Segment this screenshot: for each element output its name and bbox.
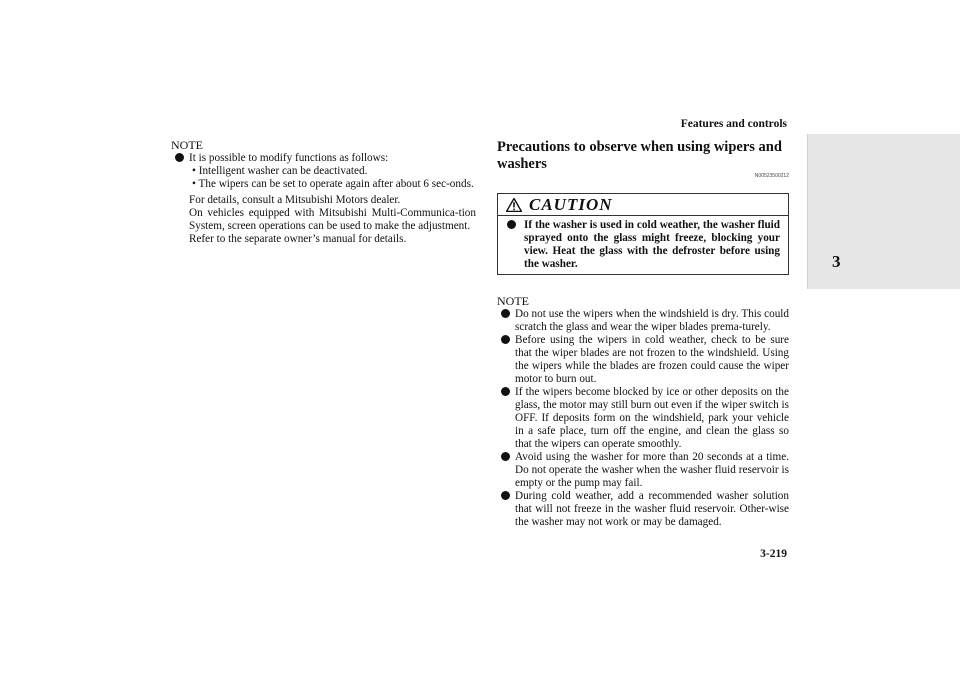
note-text: During cold weather, add a recommended washer solution that will not freeze in the washer fluid reservoir. Other-wise the washer may not work or may be damaged. (515, 490, 789, 528)
note-item (497, 308, 789, 334)
bullet-dot-icon (507, 220, 516, 229)
caution-body (498, 216, 788, 274)
chapter-tab (807, 134, 960, 289)
paragraph: Refer to the separate owner’s manual for details. (189, 233, 407, 245)
sub-item: • The wipers can be set to operate again after about 6 sec-onds. (192, 178, 474, 190)
note-item (497, 451, 789, 490)
note-text: Do not use the wipers when the windshield is dry. This could scratch the glass and wear the wiper blades prema-turely. (515, 308, 789, 333)
left-column (171, 139, 476, 246)
note-item (497, 334, 789, 386)
note-item (497, 386, 789, 451)
paragraph: On vehicles equipped with Mitsubishi Multi-Communica-tion System, screen operations can be used to make the adjustment. (189, 207, 476, 232)
caution-text: If the washer is used in cold weather, the washer fluid sprayed onto the glass might freeze, blocking your view. Heat the glass with the defroster before using the washer. (524, 219, 780, 270)
right-note (497, 295, 789, 529)
caution-header (498, 194, 788, 216)
bullet-dot-icon (501, 452, 510, 461)
section-title: Precautions to observe when using wipers and washers (497, 139, 782, 172)
running-header: Features and controls (680, 118, 787, 130)
note-item (171, 152, 476, 165)
note-item (497, 490, 789, 529)
chapter-number: 3 (832, 252, 841, 271)
bullet-dot-icon (501, 309, 510, 318)
bullet-dot-icon (501, 387, 510, 396)
page-number: 3-219 (760, 548, 787, 560)
bullet-dot-icon (501, 335, 510, 344)
bullet-dot-icon (501, 491, 510, 500)
note-label: NOTE (497, 294, 529, 308)
warning-triangle-icon (506, 198, 522, 212)
caution-label: CAUTION (529, 195, 613, 214)
sub-item: • Intelligent washer can be deactivated. (192, 165, 368, 177)
reference-code: N00523500212 (754, 173, 789, 179)
note-text: It is possible to modify functions as follows: (189, 152, 389, 164)
note-list (171, 152, 476, 165)
paragraph: For details, consult a Mitsubishi Motors dealer. (189, 194, 401, 206)
right-column (497, 139, 789, 529)
note-list (497, 308, 789, 529)
note-label: NOTE (171, 138, 203, 152)
caution-item (498, 219, 780, 271)
note-text: Before using the wipers in cold weather, check to be sure that the wiper blades are not frozen to the windshield. Using the wipers while the blades are frozen could cause the wiper motor to burn out. (515, 334, 789, 385)
bullet-dot-icon (175, 153, 184, 162)
note-text: If the wipers become blocked by ice or other deposits on the glass, the motor may still burn out even if the wiper switch is OFF. If deposits form on the windshield, park your vehicle in a safe place, turn off the engine, and clean the glass so that the wipers can operate smoothly. (515, 386, 789, 450)
caution-box (497, 193, 789, 275)
note-text: Avoid using the washer for more than 20 seconds at a time. Do not operate the washer when the washer fluid reservoir is empty or the pump may fail. (515, 451, 789, 489)
